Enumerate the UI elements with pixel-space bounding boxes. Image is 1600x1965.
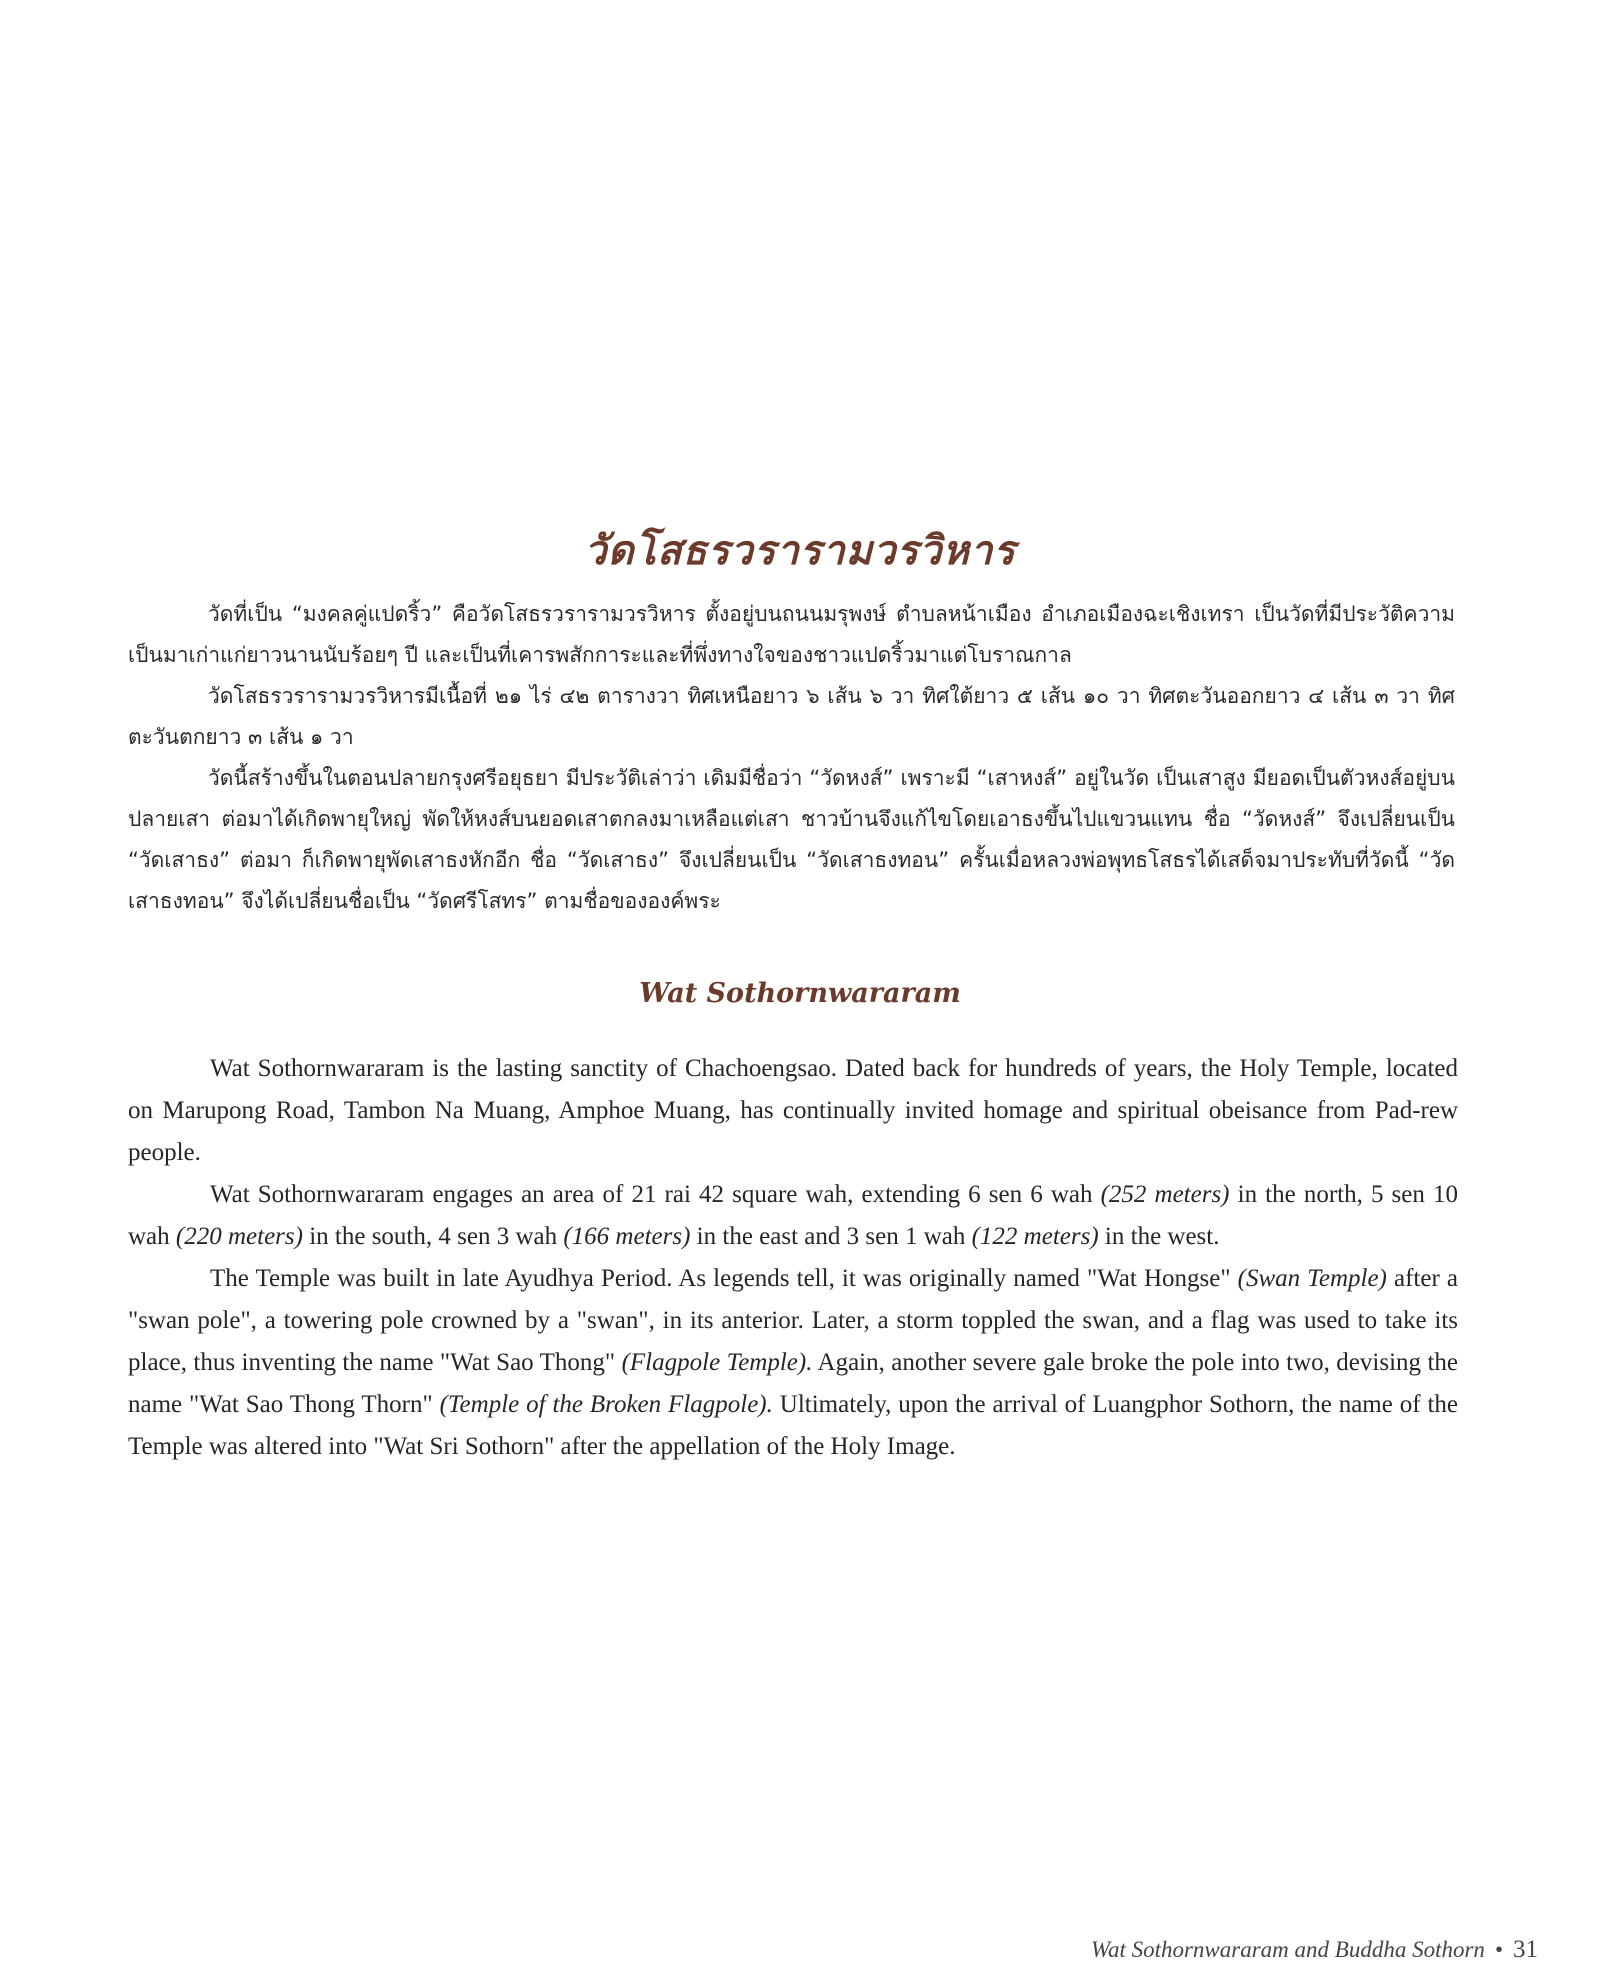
thai-heading: วัดโสธรวรารามวรวิหาร — [584, 527, 1016, 574]
bullet-separator: • — [1494, 1937, 1503, 1962]
english-paragraph-2 — [128, 1174, 1458, 1258]
english-paragraph-1: Wat Sothornwararam is the lasting sanctity of Chachoengsao. Dated back for hundreds of years, the Holy Temple, located on Marupong Road, Tambon Na Muang, Amphoe Muang, has continually invited homage and spiritual obeisance from Pad-rew people. — [128, 1055, 1458, 1166]
page-footer — [1091, 1936, 1538, 1964]
thai-paragraph-3: วัดนี้สร้างขึ้นในตอนปลายกรุงศรีอยุธยา มีประวัติเล่าว่า เดิมมีชื่อว่า “วัดหงส์” เพราะมี “เสาหงส์” อยู่ในวัด เป็นเสาสูง มียอดเป็นตัวหงส์อยู่บนปลายเสา ต่อมาได้เกิดพายุใหญ่ พัดให้หงส์บนยอดเสาตกลงมาเหลือแต่เสา ชาวบ้านจึงแก้ไขโดยเอาธงขึ้นไปแขวนแทน ชื่อ “วัดหงส์” จึงเปลี่ยนเป็น “วัดเสาธง” ต่อมา ก็เกิดพายุพัดเสาธงหักอีก ชื่อ “วัดเสาธง” จึงเปลี่ยนเป็น “วัดเสาธงทอน” ครั้นเมื่อหลวงพ่อพุทธโสธรได้เสด็จมาประทับที่วัดนี้ “วัดเสาธงทอน” จึงได้เปลี่ยนชื่อเป็น “วัดศรีโสทร” ตามชื่อขององค์พระ — [128, 766, 1455, 913]
p3-text-2: after a "swan pole", a towering pole crowned by a "swan", in its anterior. Later, a storm toppled the swan, and a flag was used to take its place, thus inventing the name "Wat Sao Thong" — [128, 1265, 1458, 1376]
p2-text-2: in the north, 5 sen 10 wah — [128, 1181, 1458, 1250]
p2-measure-south: (220 meters) — [175, 1223, 303, 1250]
english-paragraph-3 — [128, 1258, 1458, 1468]
running-title: Wat Sothornwararam and Buddha Sothorn — [1090, 1937, 1485, 1962]
thai-body-text — [128, 594, 1455, 922]
p3-gloss-broken-flagpole: (Temple of the Broken Flagpole). — [439, 1391, 773, 1418]
p2-measure-west: (122 meters) — [971, 1223, 1099, 1250]
p3-text-1: The Temple was built in late Ayudhya Period. As legends tell, it was originally named "Wat Hongse" — [210, 1265, 1238, 1292]
p3-text-3: Again, another severe gale broke the pole into two, devising the name "Wat Sao Thong Thorn" — [128, 1349, 1458, 1418]
page-number: 31 — [1513, 1936, 1538, 1963]
p2-measure-east: (166 meters) — [563, 1223, 691, 1250]
p3-text-4: Ultimately, upon the arrival of Luangphor Sothorn, the name of the Temple was altered into "Wat Sri Sothorn" after the appellation of the Holy Image. — [128, 1391, 1458, 1460]
p3-gloss-flagpole-temple: (Flagpole Temple). — [621, 1349, 813, 1376]
english-heading: Wat Sothornwararam — [639, 978, 961, 1009]
english-body-text — [128, 1048, 1458, 1468]
thai-paragraph-2: วัดโสธรวรารามวรวิหารมีเนื้อที่ ๒๑ ไร่ ๔๒ ตารางวา ทิศเหนือยาว ๖ เส้น ๖ วา ทิศใต้ยาว ๕ เส้น ๑๐ วา ทิศตะวันออกยาว ๔ เส้น ๓ วา ทิศตะวันตกยาว ๓ เส้น ๑ วา — [128, 684, 1455, 749]
p2-text-4: in the east and 3 sen 1 wah — [690, 1223, 972, 1250]
p2-text-1: Wat Sothornwararam engages an area of 21 rai 42 square wah, extending 6 sen 6 wah — [210, 1181, 1101, 1208]
p3-gloss-swan-temple: (Swan Temple) — [1237, 1265, 1387, 1292]
p2-text-3: in the south, 4 sen 3 wah — [302, 1223, 564, 1250]
p2-text-5: in the west. — [1098, 1223, 1220, 1250]
thai-paragraph-1: วัดที่เป็น “มงคลคู่แปดริ้ว” คือวัดโสธรวรารามวรวิหาร ตั้งอยู่บนถนนมรุพงษ์ ตำบลหน้าเมือง อำเภอเมืองฉะเชิงเทรา เป็นวัดที่มีประวัติความเป็นมาเก่าแก่ยาวนานนับร้อยๆ ปี และเป็นที่เคารพสักการะและที่พึ่งทางใจของชาวแปดริ้วมาแต่โบราณกาล — [128, 602, 1455, 667]
p2-measure-north: (252 meters) — [1100, 1181, 1230, 1208]
